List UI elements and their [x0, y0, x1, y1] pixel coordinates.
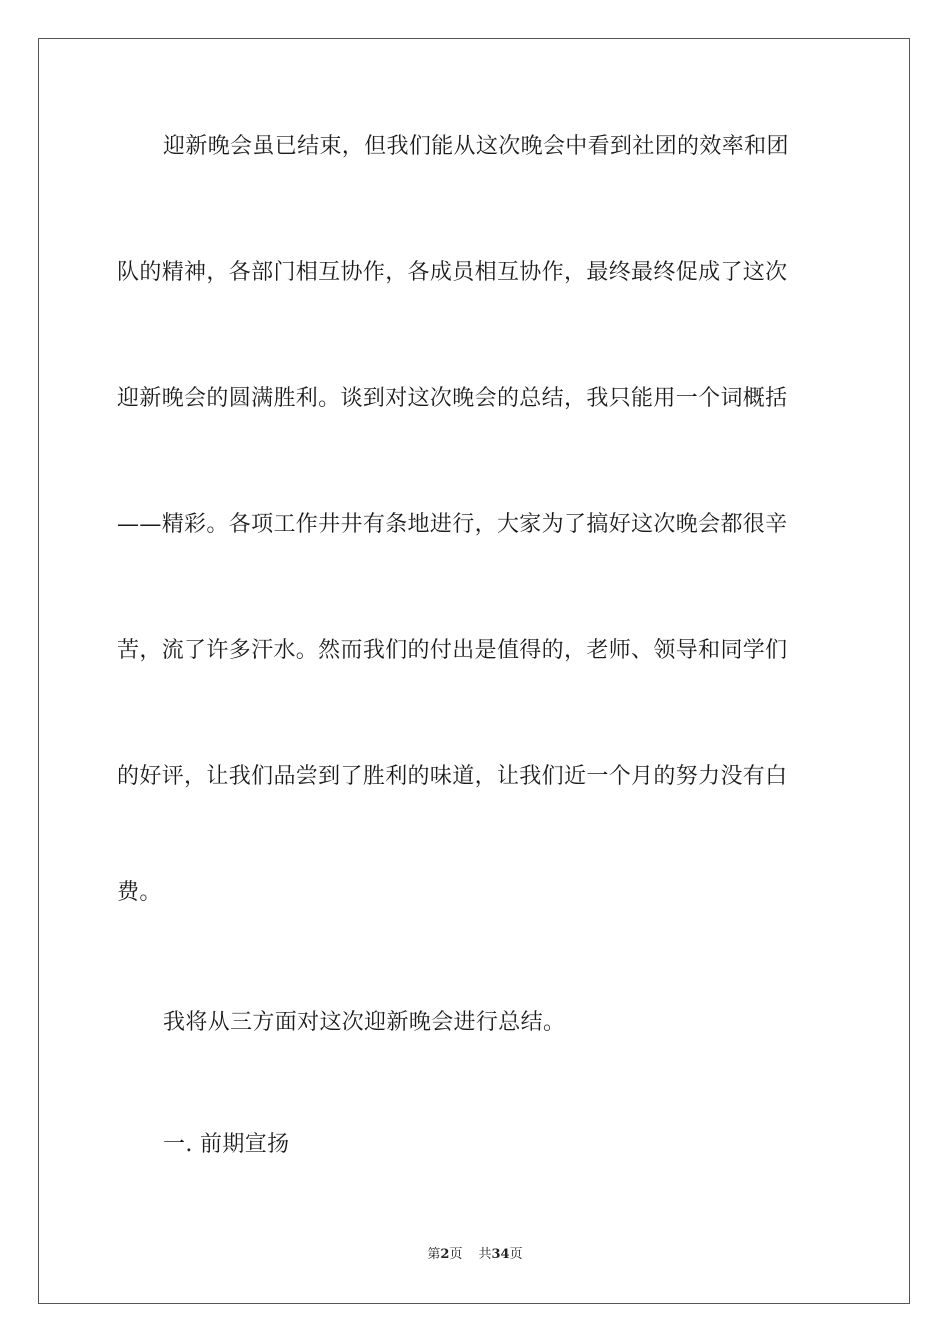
page-prefix: 第 [427, 1247, 441, 1262]
paragraph-line-7: 费。 [117, 880, 162, 905]
page-number: 2 [440, 1247, 450, 1262]
summary-intro: 我将从三方面对这次迎新晚会进行总结。 [163, 1010, 566, 1035]
paragraph-line-4: ——精彩。各项工作井井有条地进行，大家为了搞好这次晚会都很辛 [117, 512, 788, 537]
paragraph-line-2: 队的精神，各部门相互协作，各成员相互协作，最终最终促成了这次 [117, 260, 788, 285]
total-suffix: 页 [509, 1247, 523, 1262]
total-prefix: 共 [478, 1247, 492, 1262]
paragraph-line-5: 苦，流了许多汗水。然而我们的付出是值得的，老师、领导和同学们 [117, 638, 788, 663]
page-footer [0, 1246, 950, 1264]
paragraph-line-3: 迎新晚会的圆满胜利。谈到对这次晚会的总结，我只能用一个词概括 [117, 386, 788, 411]
total-pages: 34 [491, 1247, 510, 1262]
paragraph-line-1: 迎新晚会虽已结束，但我们能从这次晚会中看到社团的效率和团 [163, 134, 789, 159]
paragraph-line-6: 的好评，让我们品尝到了胜利的味道，让我们近一个月的努力没有白 [117, 764, 788, 789]
page-border [38, 38, 910, 1304]
section-heading: 一. 前期宣扬 [163, 1132, 290, 1157]
page-suffix: 页 [449, 1247, 463, 1262]
